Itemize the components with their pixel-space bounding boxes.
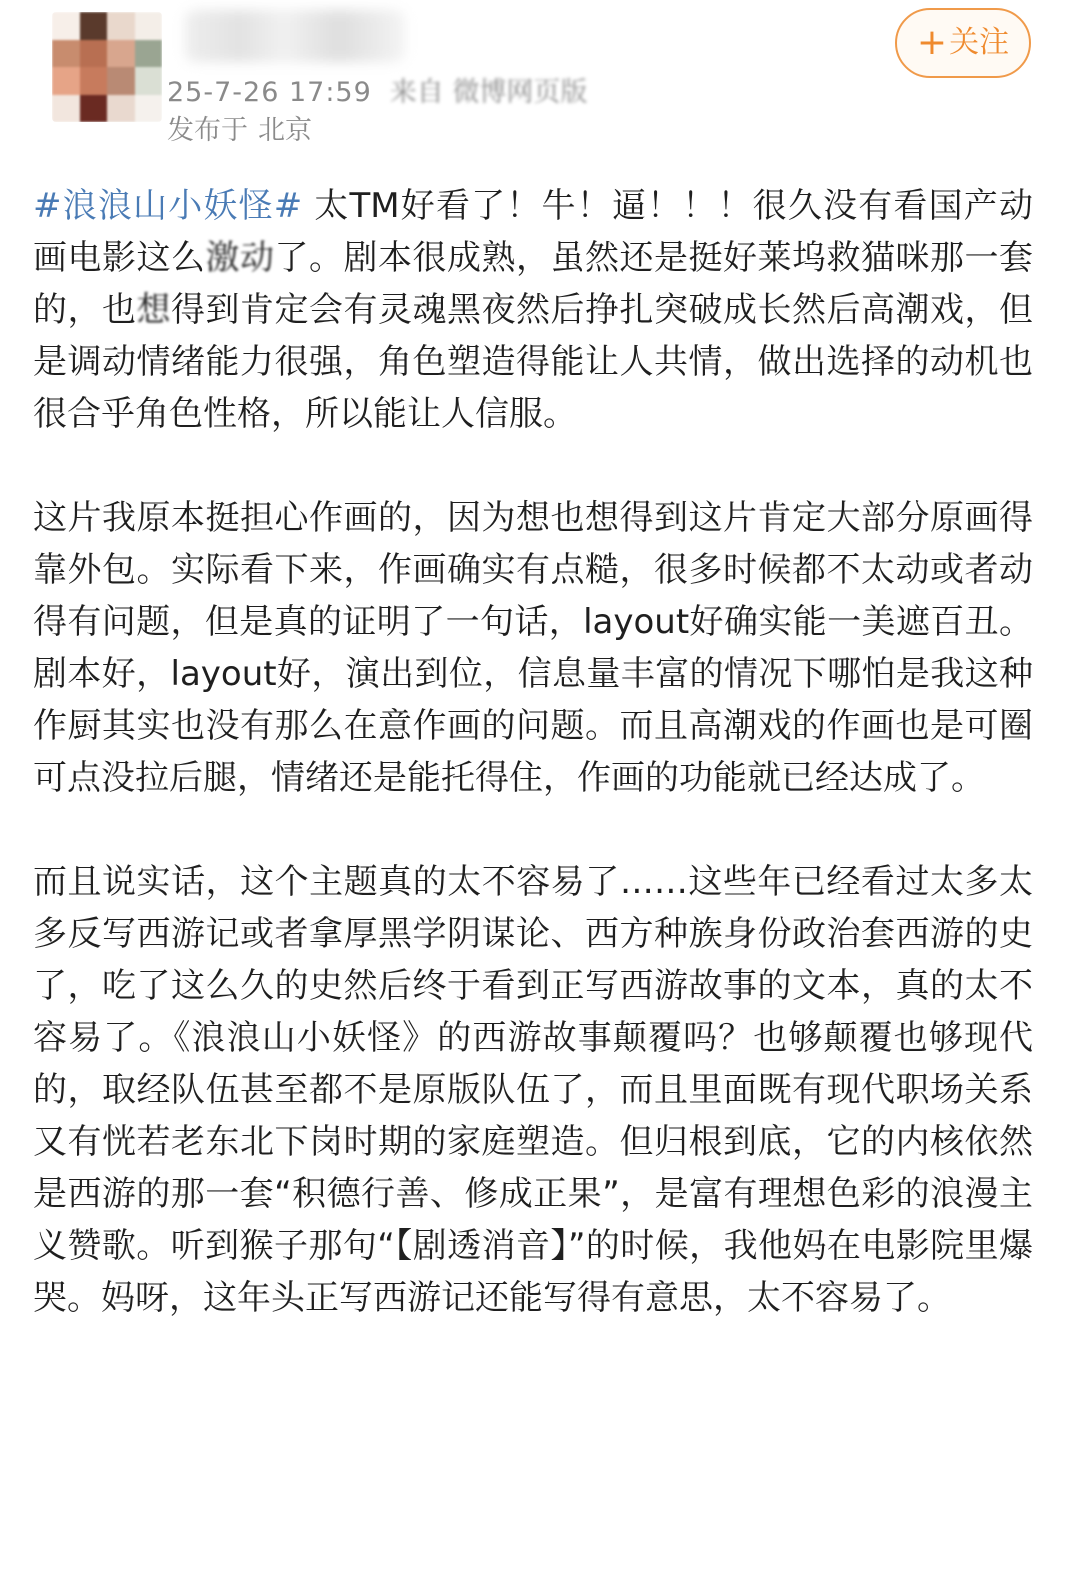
meta-line-time bbox=[167, 74, 587, 112]
paragraph-1-text-b: 了。剧本很成熟，虽然还是挺好莱坞救猫咪那一套的，也 bbox=[33, 238, 1033, 330]
paragraph-1-fuzz-a: 激动 bbox=[205, 238, 275, 278]
paragraph-1-text-a: 太TM好看了！牛！逼！！！很久没有看国产动画电影这么 bbox=[33, 186, 1033, 278]
plus-icon: + bbox=[916, 22, 948, 63]
post-source[interactable]: 微博网页版 bbox=[452, 77, 588, 108]
location-prefix: 发布于 bbox=[167, 115, 248, 146]
paragraph-1-fuzz-b: 想 bbox=[136, 290, 171, 330]
post-meta bbox=[167, 74, 587, 150]
paragraph-2: 这片我原本挺担心作画的，因为想也想得到这片肯定大部分原画得靠外包。实际看下来，作画确实有点糙，很多时候都不太动或者动得有问题，但是真的证明了一句话，layout好确实能一美遮百丑。剧本好，layout好，演出到位，信息量丰富的情况下哪怕是我这种作厨其实也没有那么在意作画的问题。而且高潮戏的作画也是可圈可点没拉后腿，情绪还是能托得住，作画的功能就已经达成了。 bbox=[33, 498, 1033, 798]
avatar-mosaic bbox=[52, 12, 162, 122]
post-content bbox=[33, 180, 1033, 1324]
paragraph-1-text-c: 得到肯定会有灵魂黑夜然后挣扎突破成长然后高潮戏，但是调动情绪能力很强，角色塑造得能让人共情，做出选择的动机也很合乎角色性格，所以能让人信服。 bbox=[33, 290, 1033, 434]
follow-button-label: 关注 bbox=[949, 25, 1010, 60]
post-timestamp: 25-7-26 17:59 bbox=[167, 77, 372, 108]
follow-button[interactable] bbox=[895, 8, 1031, 78]
post-source-prefix: 来自 bbox=[389, 77, 444, 108]
avatar[interactable] bbox=[52, 12, 162, 122]
paragraph-3: 而且说实话，这个主题真的太不容易了……这些年已经看过太多太多反写西游记或者拿厚黑学阴谋论、西方种族身份政治套西游的史了，吃了这么久的史然后终于看到正写西游故事的文本，真的太不容易了。《浪浪山小妖怪》的西游故事颠覆吗？也够颠覆也够现代的，取经队伍甚至都不是原版队伍了，而且里面既有现代职场关系又有恍若老东北下岗时期的家庭塑造。但归根到底，它的内核依然是西游的那一套“积德行善、修成正果”，是富有理想色彩的浪漫主义赞歌。听到猴子那句“【剧透消音】”的时候，我他妈在电影院里爆哭。妈呀，这年头正写西游记还能写得有意思，太不容易了。 bbox=[33, 862, 1033, 1318]
meta-line-location bbox=[167, 112, 587, 150]
hashtag-link[interactable]: #浪浪山小妖怪# bbox=[33, 186, 303, 226]
post-header bbox=[0, 0, 1080, 160]
post-location: 北京 bbox=[258, 115, 312, 146]
paragraph-1 bbox=[33, 180, 1033, 440]
author-name-redacted[interactable] bbox=[185, 10, 405, 62]
